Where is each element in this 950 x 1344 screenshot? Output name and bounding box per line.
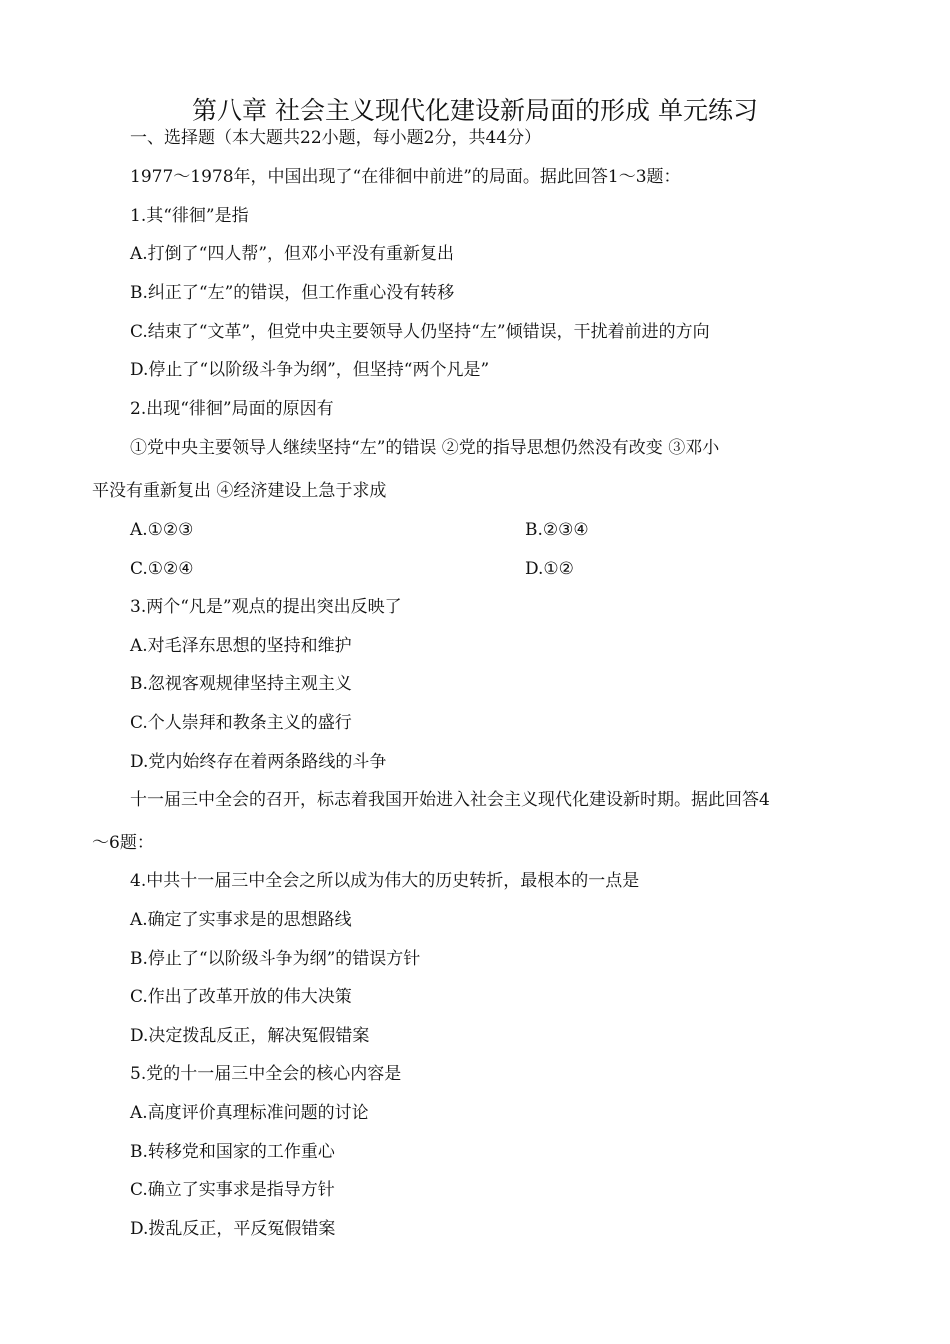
question-5-option-d: D.拨乱反正，平反冤假错案	[130, 1219, 336, 1239]
section-heading: 一、选择题（本大题共22小题，每小题2分，共44分）	[130, 128, 542, 148]
question-5-option-c: C.确立了实事求是指导方针	[130, 1180, 335, 1200]
question-2-option-c: C.①②④	[130, 559, 194, 579]
question-2-option-b: B.②③④	[525, 520, 589, 540]
question-4-option-b: B.停止了“以阶级斗争为纲”的错误方针	[130, 949, 421, 969]
question-3-option-c: C.个人崇拜和教条主义的盛行	[130, 713, 352, 733]
question-3-option-a: A.对毛泽东思想的坚持和维护	[130, 636, 352, 656]
question-1-option-b: B.纠正了“左”的错误，但工作重心没有转移	[130, 283, 455, 303]
question-5-option-b: B.转移党和国家的工作重心	[130, 1142, 335, 1162]
question-4-stem: 4.中共十一届三中全会之所以成为伟大的历史转折，最根本的一点是	[130, 871, 640, 891]
question-2-items-line-2: 平没有重新复出 ④经济建设上急于求成	[92, 481, 387, 501]
group-intro-2-line-1: 十一届三中全会的召开，标志着我国开始进入社会主义现代化建设新时期。据此回答4	[130, 790, 770, 810]
question-3-option-d: D.党内始终存在着两条路线的斗争	[130, 752, 387, 772]
question-4-option-c: C.作出了改革开放的伟大决策	[130, 987, 352, 1007]
question-3-stem: 3.两个“凡是”观点的提出突出反映了	[130, 597, 402, 617]
question-2-option-d: D.①②	[525, 559, 574, 579]
group-intro-2-line-2: ～6题：	[92, 833, 154, 853]
question-5-option-a: A.高度评价真理标准问题的讨论	[130, 1103, 369, 1123]
question-1-option-d: D.停止了“以阶级斗争为纲”，但坚持“两个凡是”	[130, 360, 490, 380]
question-4-option-a: A.确定了实事求是的思想路线	[130, 910, 352, 930]
question-1-stem: 1.其“徘徊”是指	[130, 206, 249, 226]
question-4-option-d: D.决定拨乱反正，解决冤假错案	[130, 1026, 370, 1046]
question-5-stem: 5.党的十一届三中全会的核心内容是	[130, 1064, 402, 1084]
question-2-stem: 2.出现“徘徊”局面的原因有	[130, 399, 334, 419]
question-3-option-b: B.忽视客观规律坚持主观主义	[130, 674, 352, 694]
question-1-option-a: A.打倒了“四人帮”，但邓小平没有重新复出	[130, 244, 455, 264]
page-title: 第八章 社会主义现代化建设新局面的形成 单元练习	[192, 96, 758, 125]
group-intro-1: 1977～1978年，中国出现了“在徘徊中前进”的局面。据此回答1～3题：	[130, 167, 681, 187]
question-1-option-c: C.结束了“文革”，但党中央主要领导人仍坚持“左”倾错误，干扰着前进的方向	[130, 322, 710, 342]
question-2-items-line-1: ①党中央主要领导人继续坚持“左”的错误 ②党的指导思想仍然没有改变 ③邓小	[130, 438, 720, 458]
question-2-option-a: A.①②③	[130, 520, 194, 540]
